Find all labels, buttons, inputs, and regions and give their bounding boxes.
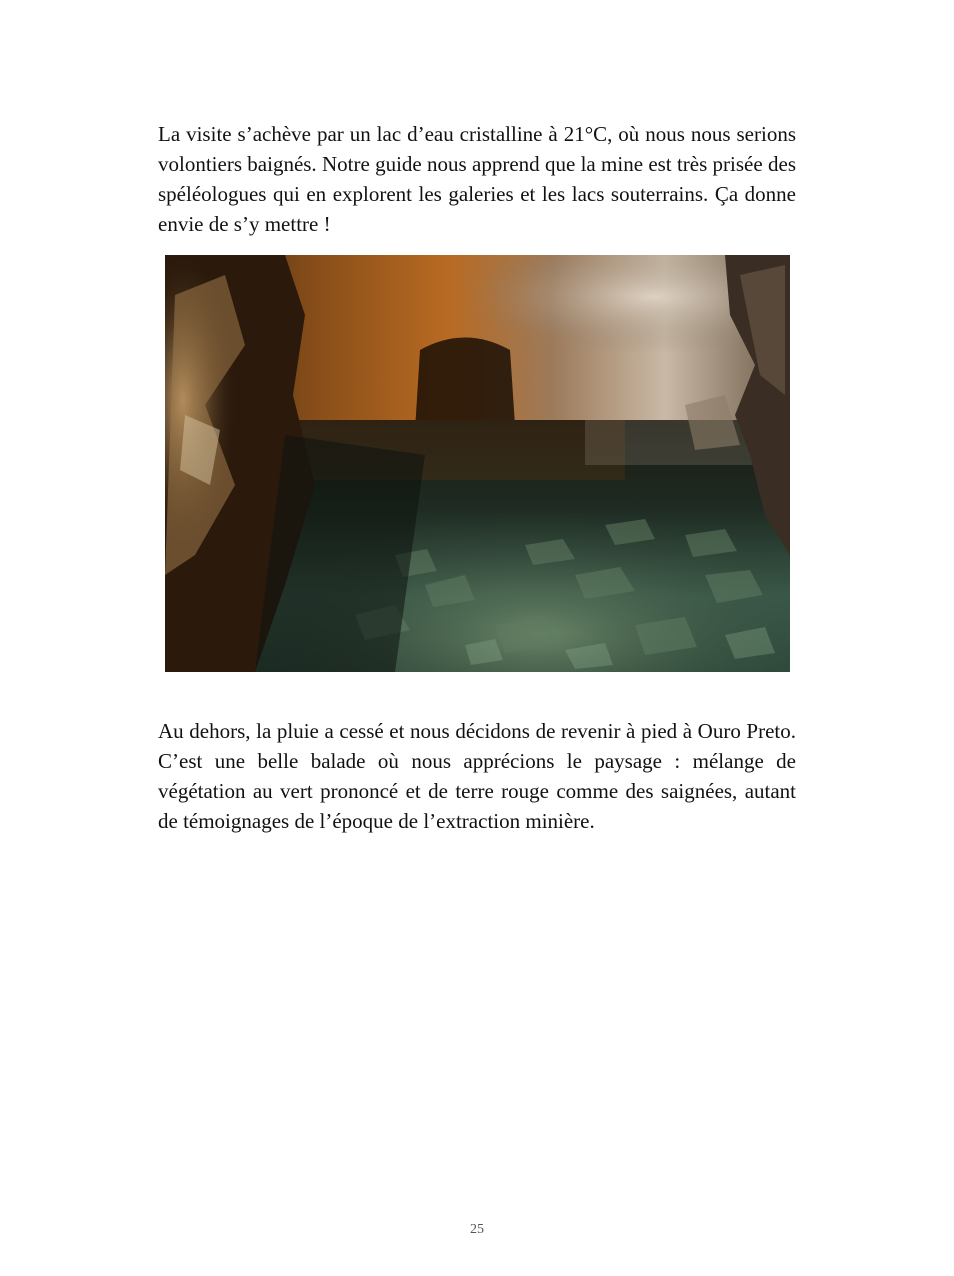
cave-lake-photo	[165, 255, 790, 672]
page-number: 25	[470, 1222, 484, 1237]
paragraph-walk-back: Au dehors, la pluie a cessé et nous décidons de revenir à pied à Ouro Preto. C’est une belle balade où nous apprécions le paysage : mélange de végétation au vert prononcé et de terre rouge comme des saignées, autant de témoignages de l’époque de l’extraction minière.	[158, 719, 796, 833]
paragraph-lake-visit: La visite s’achève par un lac d’eau cristalline à 21°C, où nous nous serions volontiers baignés. Notre guide nous apprend que la mine est très prisée des spéléologues qui en explorent les galeries et les lacs souterrains. Ça donne envie de s’y mettre !	[158, 122, 796, 236]
